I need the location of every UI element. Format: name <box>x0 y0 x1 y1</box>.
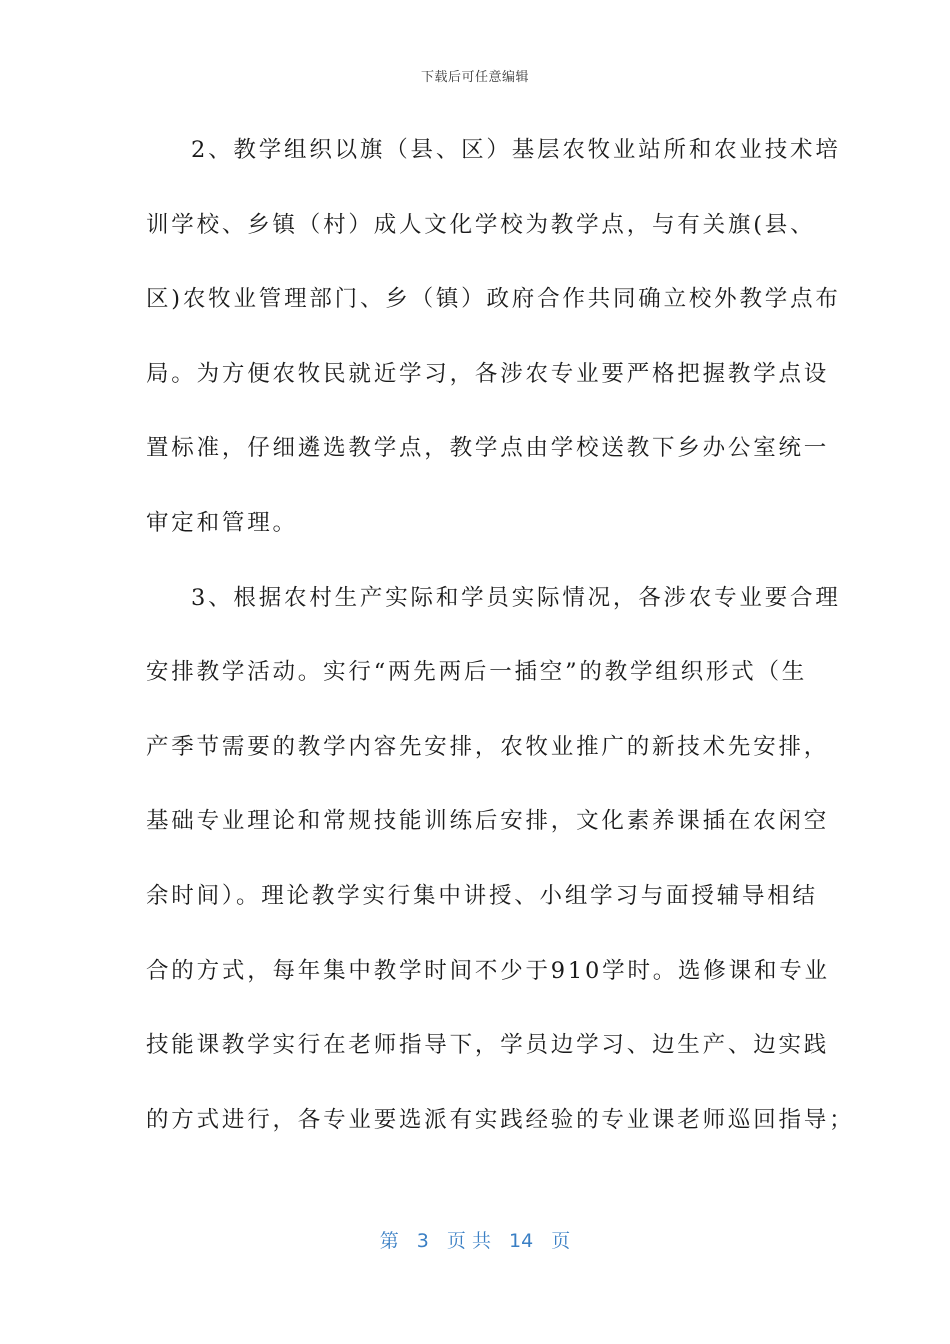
footer-suffix: 页 <box>551 1230 571 1252</box>
footer-prefix: 第 <box>379 1230 399 1252</box>
footer-middle: 页 共 <box>446 1230 491 1252</box>
paragraph-3 <box>146 561 855 1158</box>
paragraph-line: 区)农牧业管理部门、乡（镇）政府合作共同确立校外教学点布 <box>146 286 841 313</box>
paragraph-line: 技能课教学实行在老师指导下，学员边学习、边生产、边实践 <box>146 1032 830 1059</box>
paragraph-line: 合的方式，每年集中教学时间不少于910学时。选修课和专业 <box>146 957 830 984</box>
paragraph-line: 置标准，仔细遴选教学点，教学点由学校送教下乡办公室统一 <box>146 435 830 462</box>
paragraph-2 <box>146 113 841 561</box>
paragraph-line: 的方式进行，各专业要选派有实践经验的专业课老师巡回指导； <box>146 1106 855 1133</box>
paragraph-line: 2、教学组织以旗（县、区）基层农牧业站所和农业技术培 <box>191 137 841 163</box>
footer-total-pages: 14 <box>509 1230 534 1252</box>
paragraph-line: 产季节需要的教学内容先安排，农牧业推广的新技术先安排， <box>146 733 830 760</box>
paragraph-line: 安排教学活动。实行“两先两后一插空”的教学组织形式（生 <box>146 659 808 686</box>
page-header: 下载后可任意编辑 <box>420 70 529 85</box>
page-footer <box>0 1226 950 1253</box>
document-body <box>146 113 855 1157</box>
paragraph-line: 基础专业理论和常规技能训练后安排，文化素养课插在农闲空 <box>146 808 830 835</box>
paragraph-line: 余时间）。理论教学实行集中讲授、小组学习与面授辅导相结 <box>146 882 818 909</box>
footer-current-page: 3 <box>416 1230 429 1252</box>
paragraph-line: 3、根据农村生产实际和学员实际情况，各涉农专业要合理 <box>191 584 841 611</box>
paragraph-line: 审定和管理。 <box>146 509 298 536</box>
paragraph-line: 局。为方便农牧民就近学习，各涉农专业要严格把握教学点设 <box>146 360 830 387</box>
paragraph-line: 训学校、乡镇（村）成人文化学校为教学点，与有关旗(县、 <box>146 211 816 238</box>
